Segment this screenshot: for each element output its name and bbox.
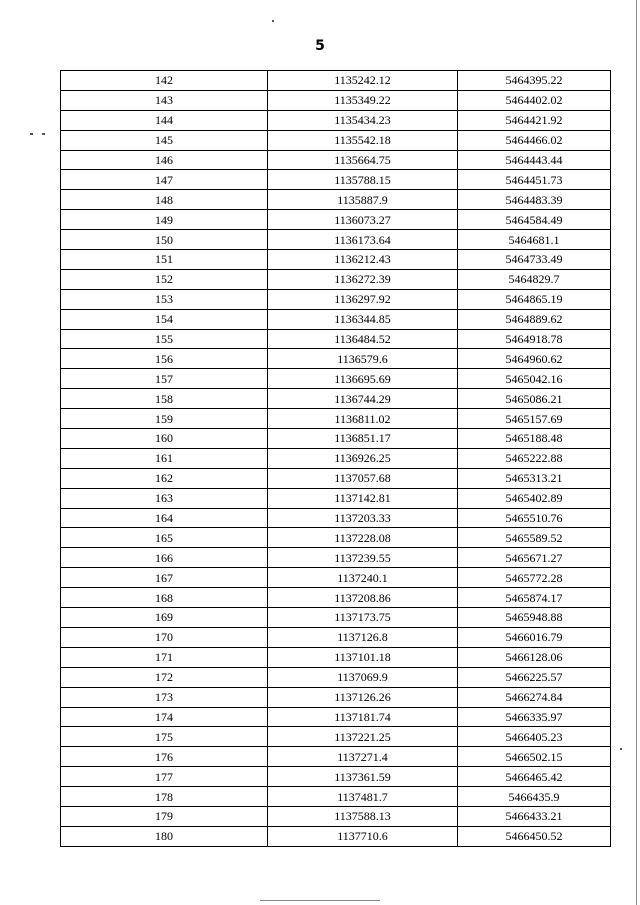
x-coordinate-cell: 1137101.18 [268, 647, 458, 667]
point-number-cell: 149 [61, 210, 268, 230]
point-number-cell: 166 [61, 548, 268, 568]
table-row [61, 627, 611, 647]
point-number-cell: 160 [61, 429, 268, 449]
x-coordinate-cell: 1136297.92 [268, 289, 458, 309]
table-row [61, 608, 611, 628]
table-row [61, 409, 611, 429]
scan-speck [272, 20, 274, 22]
scan-edge-line [260, 900, 380, 901]
y-coordinate-cell: 5465948.88 [458, 608, 611, 628]
point-number-cell: 178 [61, 787, 268, 807]
x-coordinate-cell: 1136851.17 [268, 429, 458, 449]
table-row [61, 369, 611, 389]
point-number-cell: 144 [61, 110, 268, 130]
point-number-cell: 165 [61, 528, 268, 548]
point-number-cell: 170 [61, 627, 268, 647]
x-coordinate-cell: 1137228.08 [268, 528, 458, 548]
y-coordinate-cell: 5464960.62 [458, 349, 611, 369]
x-coordinate-cell: 1137181.74 [268, 707, 458, 727]
point-number-cell: 161 [61, 448, 268, 468]
point-number-cell: 176 [61, 747, 268, 767]
x-coordinate-cell: 1137271.4 [268, 747, 458, 767]
x-coordinate-cell: 1136811.02 [268, 409, 458, 429]
point-number-cell: 155 [61, 329, 268, 349]
point-number-cell: 142 [61, 71, 268, 91]
x-coordinate-cell: 1136344.85 [268, 309, 458, 329]
y-coordinate-cell: 5465402.89 [458, 488, 611, 508]
x-coordinate-cell: 1135887.9 [268, 190, 458, 210]
coordinates-table [60, 70, 611, 847]
point-number-cell: 158 [61, 389, 268, 409]
point-number-cell: 177 [61, 767, 268, 787]
table-row [61, 528, 611, 548]
x-coordinate-cell: 1135242.12 [268, 71, 458, 91]
x-coordinate-cell: 1137221.25 [268, 727, 458, 747]
y-coordinate-cell: 5464421.92 [458, 110, 611, 130]
x-coordinate-cell: 1136744.29 [268, 389, 458, 409]
x-coordinate-cell: 1137710.6 [268, 826, 458, 846]
x-coordinate-cell: 1137361.59 [268, 767, 458, 787]
point-number-cell: 169 [61, 608, 268, 628]
point-number-cell: 159 [61, 409, 268, 429]
table-row [61, 71, 611, 91]
y-coordinate-cell: 5464918.78 [458, 329, 611, 349]
point-number-cell: 171 [61, 647, 268, 667]
point-number-cell: 150 [61, 230, 268, 250]
table-row [61, 687, 611, 707]
table-row [61, 488, 611, 508]
point-number-cell: 143 [61, 90, 268, 110]
point-number-cell: 164 [61, 508, 268, 528]
point-number-cell: 154 [61, 309, 268, 329]
table-row [61, 210, 611, 230]
y-coordinate-cell: 5465188.48 [458, 429, 611, 449]
y-coordinate-cell: 5466225.57 [458, 667, 611, 687]
table-row [61, 289, 611, 309]
table-row [61, 508, 611, 528]
coordinates-table-body [61, 71, 611, 847]
x-coordinate-cell: 1137203.33 [268, 508, 458, 528]
table-row [61, 250, 611, 270]
y-coordinate-cell: 5465086.21 [458, 389, 611, 409]
y-coordinate-cell: 5464466.02 [458, 130, 611, 150]
y-coordinate-cell: 5466335.97 [458, 707, 611, 727]
y-coordinate-cell: 5465042.16 [458, 369, 611, 389]
table-row [61, 150, 611, 170]
x-coordinate-cell: 1137239.55 [268, 548, 458, 568]
y-coordinate-cell: 5466405.23 [458, 727, 611, 747]
y-coordinate-cell: 5466274.84 [458, 687, 611, 707]
point-number-cell: 148 [61, 190, 268, 210]
y-coordinate-cell: 5466016.79 [458, 627, 611, 647]
x-coordinate-cell: 1136695.69 [268, 369, 458, 389]
y-coordinate-cell: 5464483.39 [458, 190, 611, 210]
point-number-cell: 167 [61, 568, 268, 588]
point-number-cell: 173 [61, 687, 268, 707]
point-number-cell: 157 [61, 369, 268, 389]
x-coordinate-cell: 1137588.13 [268, 806, 458, 826]
y-coordinate-cell: 5465671.27 [458, 548, 611, 568]
x-coordinate-cell: 1135788.15 [268, 170, 458, 190]
point-number-cell: 174 [61, 707, 268, 727]
y-coordinate-cell: 5466502.15 [458, 747, 611, 767]
table-row [61, 130, 611, 150]
x-coordinate-cell: 1137142.81 [268, 488, 458, 508]
x-coordinate-cell: 1137240.1 [268, 568, 458, 588]
table-row [61, 329, 611, 349]
point-number-cell: 163 [61, 488, 268, 508]
table-row [61, 429, 611, 449]
y-coordinate-cell: 5465157.69 [458, 409, 611, 429]
table-row [61, 468, 611, 488]
x-coordinate-cell: 1137057.68 [268, 468, 458, 488]
x-coordinate-cell: 1136926.25 [268, 448, 458, 468]
point-number-cell: 172 [61, 667, 268, 687]
y-coordinate-cell: 5466433.21 [458, 806, 611, 826]
x-coordinate-cell: 1137173.75 [268, 608, 458, 628]
table-row [61, 588, 611, 608]
x-coordinate-cell: 1136073.27 [268, 210, 458, 230]
table-row [61, 190, 611, 210]
page-number: 5 [315, 38, 325, 54]
table-row [61, 787, 611, 807]
point-number-cell: 156 [61, 349, 268, 369]
x-coordinate-cell: 1135542.18 [268, 130, 458, 150]
y-coordinate-cell: 5466435.9 [458, 787, 611, 807]
table-row [61, 707, 611, 727]
x-coordinate-cell: 1137126.26 [268, 687, 458, 707]
y-coordinate-cell: 5464829.7 [458, 269, 611, 289]
scan-edge-line [636, 0, 637, 905]
y-coordinate-cell: 5465874.17 [458, 588, 611, 608]
table-row [61, 727, 611, 747]
point-number-cell: 147 [61, 170, 268, 190]
y-coordinate-cell: 5465772.28 [458, 568, 611, 588]
x-coordinate-cell: 1136173.64 [268, 230, 458, 250]
point-number-cell: 175 [61, 727, 268, 747]
table-row [61, 568, 611, 588]
table-row [61, 667, 611, 687]
x-coordinate-cell: 1137481.7 [268, 787, 458, 807]
x-coordinate-cell: 1137069.9 [268, 667, 458, 687]
x-coordinate-cell: 1135664.75 [268, 150, 458, 170]
point-number-cell: 180 [61, 826, 268, 846]
x-coordinate-cell: 1136272.39 [268, 269, 458, 289]
point-number-cell: 146 [61, 150, 268, 170]
y-coordinate-cell: 5464889.62 [458, 309, 611, 329]
y-coordinate-cell: 5464865.19 [458, 289, 611, 309]
x-coordinate-cell: 1136579.6 [268, 349, 458, 369]
table-row [61, 389, 611, 409]
y-coordinate-cell: 5465313.21 [458, 468, 611, 488]
x-coordinate-cell: 1137126.8 [268, 627, 458, 647]
point-number-cell: 152 [61, 269, 268, 289]
y-coordinate-cell: 5465222.88 [458, 448, 611, 468]
table-row [61, 747, 611, 767]
y-coordinate-cell: 5465589.52 [458, 528, 611, 548]
y-coordinate-cell: 5464443.44 [458, 150, 611, 170]
x-coordinate-cell: 1135349.22 [268, 90, 458, 110]
table-row [61, 309, 611, 329]
y-coordinate-cell: 5466128.06 [458, 647, 611, 667]
table-row [61, 110, 611, 130]
point-number-cell: 168 [61, 588, 268, 608]
table-row [61, 230, 611, 250]
y-coordinate-cell: 5464733.49 [458, 250, 611, 270]
table-row [61, 349, 611, 369]
y-coordinate-cell: 5466465.42 [458, 767, 611, 787]
scan-speck [30, 133, 33, 135]
point-number-cell: 151 [61, 250, 268, 270]
y-coordinate-cell: 5465510.76 [458, 508, 611, 528]
scan-speck [42, 133, 45, 135]
x-coordinate-cell: 1137208.86 [268, 588, 458, 608]
y-coordinate-cell: 5464402.02 [458, 90, 611, 110]
table-row [61, 647, 611, 667]
point-number-cell: 162 [61, 468, 268, 488]
y-coordinate-cell: 5466450.52 [458, 826, 611, 846]
table-row [61, 269, 611, 289]
scan-speck [620, 748, 622, 750]
table-row [61, 448, 611, 468]
table-row [61, 90, 611, 110]
table-row [61, 826, 611, 846]
y-coordinate-cell: 5464395.22 [458, 71, 611, 91]
point-number-cell: 179 [61, 806, 268, 826]
point-number-cell: 153 [61, 289, 268, 309]
x-coordinate-cell: 1136484.52 [268, 329, 458, 349]
point-number-cell: 145 [61, 130, 268, 150]
y-coordinate-cell: 5464451.73 [458, 170, 611, 190]
y-coordinate-cell: 5464681.1 [458, 230, 611, 250]
table-row [61, 170, 611, 190]
table-row [61, 767, 611, 787]
table-row [61, 806, 611, 826]
y-coordinate-cell: 5464584.49 [458, 210, 611, 230]
x-coordinate-cell: 1136212.43 [268, 250, 458, 270]
x-coordinate-cell: 1135434.23 [268, 110, 458, 130]
table-row [61, 548, 611, 568]
